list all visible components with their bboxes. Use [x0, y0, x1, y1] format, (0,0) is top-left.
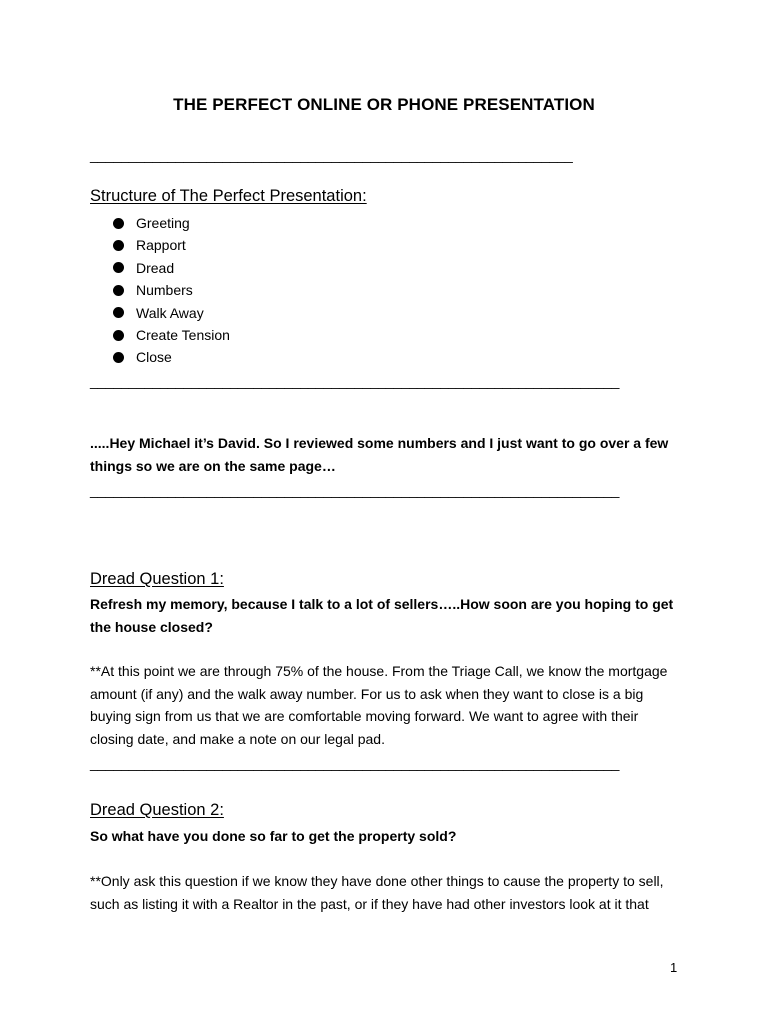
dread-question-2-text: So what have you done so far to get the property sold?	[90, 828, 457, 844]
list-item-label: Close	[136, 349, 172, 366]
list-item	[113, 234, 230, 256]
list-item-label: Create Tension	[136, 326, 230, 343]
list-item	[113, 257, 230, 279]
list-item-label: Walk Away	[136, 304, 204, 321]
bullet-icon	[113, 262, 124, 273]
list-item	[113, 346, 230, 368]
list-item	[113, 279, 230, 301]
bullet-icon	[113, 285, 124, 296]
opening-line: .....Hey Michael it’s David. So I reviewed some numbers and I just want to go over a few things so we are on the same page…	[90, 435, 669, 474]
page-number: 1	[670, 960, 678, 975]
bullet-icon	[113, 307, 124, 318]
dread-question-1-heading: Dread Question 1:	[90, 570, 224, 588]
dread-question-2-heading: Dread Question 2:	[90, 801, 224, 819]
list-item-label: Greeting	[136, 215, 190, 231]
list-item-label: Numbers	[136, 282, 193, 299]
list-item-label: Rapport	[136, 237, 186, 254]
list-item	[113, 302, 230, 324]
divider-rule: ____________________________________________________________________	[90, 755, 620, 771]
bullet-icon	[113, 218, 124, 229]
list-item-label: Dread	[136, 259, 175, 276]
divider-rule: ______________________________________________________________	[90, 147, 573, 163]
dread-question-1-text: Refresh my memory, because I talk to a lot of sellers…..How soon are you hoping to get the house closed?	[90, 596, 674, 635]
list-item	[113, 324, 230, 346]
structure-heading: Structure of The Perfect Presentation:	[90, 187, 367, 205]
document-title: THE PERFECT ONLINE OR PHONE PRESENTATION	[173, 95, 595, 114]
list-item	[113, 212, 230, 234]
structure-list	[113, 212, 230, 369]
bullet-icon	[113, 240, 124, 251]
divider-rule: ____________________________________________________________________	[90, 373, 620, 389]
dread-question-1-note: **At this point we are through 75% of the house. From the Triage Call, we know the mortgage amount (if any) and the walk away number. For us to ask when they want to close is a big buying sign from us that we are comfortable moving forward. We want to agree with their closing date, and make a note on our legal pad.	[90, 663, 668, 747]
bullet-icon	[113, 330, 124, 341]
divider-rule: ____________________________________________________________________	[90, 482, 620, 498]
bullet-icon	[113, 352, 124, 363]
dread-question-2-note: **Only ask this question if we know they have done other things to cause the property to sell, such as listing it with a Realtor in the past, or if they have had other investors look at it that	[90, 873, 664, 912]
